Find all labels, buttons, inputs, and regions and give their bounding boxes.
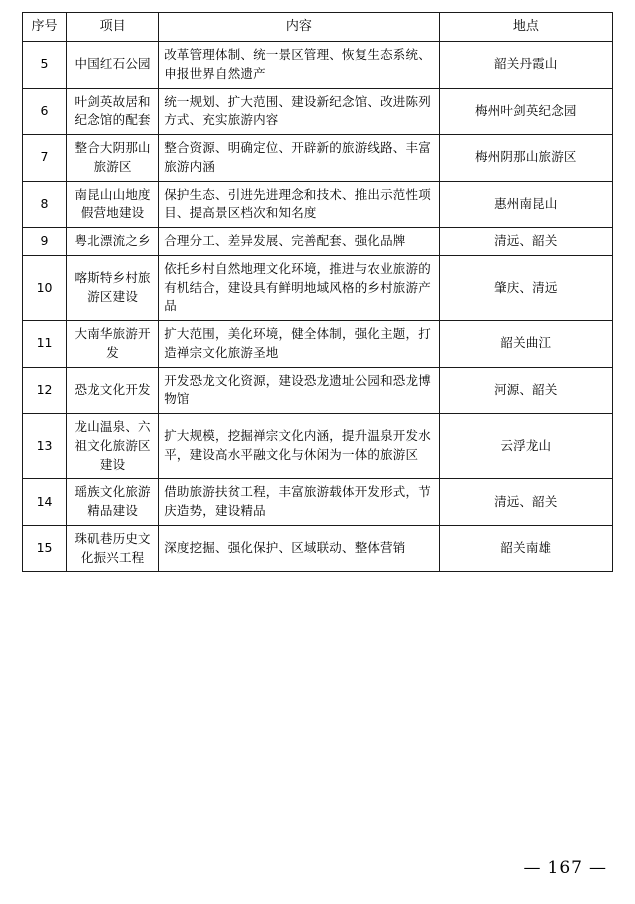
cell-place: 韶关丹霞山	[439, 42, 612, 89]
cell-seq: 5	[23, 42, 67, 89]
cell-content: 改革管理体制、统一景区管理、恢复生态系统、申报世界自然遗产	[159, 42, 439, 89]
cell-place: 惠州南昆山	[439, 181, 612, 228]
table-row	[23, 181, 613, 228]
cell-content: 开发恐龙文化资源，建设恐龙遗址公园和恐龙博物馆	[159, 367, 439, 414]
cell-place: 梅州阴那山旅游区	[439, 135, 612, 182]
cell-item: 南昆山山地度假营地建设	[67, 181, 159, 228]
table-row	[23, 228, 613, 256]
table-row	[23, 255, 613, 320]
cell-content: 保护生态、引进先进理念和技术、推出示范性项目、提高景区档次和知名度	[159, 181, 439, 228]
table-row	[23, 414, 613, 479]
column-header-place: 地点	[439, 13, 612, 42]
cell-seq: 9	[23, 228, 67, 256]
table-row	[23, 135, 613, 182]
cell-content: 统一规划、扩大范围、建设新纪念馆、改进陈列方式、充实旅游内容	[159, 88, 439, 135]
cell-content: 合理分工、差异发展、完善配套、强化品牌	[159, 228, 439, 256]
cell-seq: 12	[23, 367, 67, 414]
cell-content: 整合资源、明确定位、开辟新的旅游线路、丰富旅游内涵	[159, 135, 439, 182]
cell-item: 整合大阴那山旅游区	[67, 135, 159, 182]
footer-dash-right: —	[589, 858, 607, 878]
cell-content: 深度挖掘、强化保护、区域联动、整体营销	[159, 525, 439, 572]
cell-place: 云浮龙山	[439, 414, 612, 479]
page-number: 167	[547, 858, 583, 878]
cell-item: 珠矶巷历史文化振兴工程	[67, 525, 159, 572]
cell-seq: 10	[23, 255, 67, 320]
cell-content: 依托乡村自然地理文化环境，推进与农业旅游的有机结合，建设具有鲜明地域风格的乡村旅游产品	[159, 255, 439, 320]
table-header-row	[23, 13, 613, 42]
cell-item: 叶剑英故居和纪念馆的配套	[67, 88, 159, 135]
table-header	[23, 13, 613, 42]
cell-content: 扩大规模，挖掘禅宗文化内涵，提升温泉开发水平，建设高水平融文化与休闲为一体的旅游区	[159, 414, 439, 479]
cell-seq: 6	[23, 88, 67, 135]
cell-item: 恐龙文化开发	[67, 367, 159, 414]
cell-place: 梅州叶剑英纪念园	[439, 88, 612, 135]
cell-place: 清远、韶关	[439, 228, 612, 256]
cell-item: 龙山温泉、六祖文化旅游区建设	[67, 414, 159, 479]
table-body	[23, 42, 613, 572]
table-row	[23, 525, 613, 572]
table-row	[23, 42, 613, 89]
cell-content: 借助旅游扶贫工程，丰富旅游载体开发形式，节庆造势，建设精品	[159, 479, 439, 526]
cell-place: 河源、韶关	[439, 367, 612, 414]
cell-seq: 7	[23, 135, 67, 182]
cell-seq: 14	[23, 479, 67, 526]
column-header-seq: 序号	[23, 13, 67, 42]
cell-item: 中国红石公园	[67, 42, 159, 89]
cell-item: 瑶族文化旅游精品建设	[67, 479, 159, 526]
table-row	[23, 321, 613, 368]
table-row	[23, 367, 613, 414]
cell-seq: 13	[23, 414, 67, 479]
column-header-item: 项目	[67, 13, 159, 42]
cell-item: 喀斯特乡村旅游区建设	[67, 255, 159, 320]
cell-place: 肇庆、清远	[439, 255, 612, 320]
cell-place: 韶关曲江	[439, 321, 612, 368]
cell-seq: 8	[23, 181, 67, 228]
footer-dash-left: —	[523, 858, 542, 878]
cell-seq: 11	[23, 321, 67, 368]
cell-item: 粤北漂流之乡	[67, 228, 159, 256]
table-row	[23, 88, 613, 135]
cell-place: 韶关南雄	[439, 525, 612, 572]
page-footer	[524, 858, 607, 878]
cell-content: 扩大范围，美化环境，健全体制，强化主题，打造禅宗文化旅游圣地	[159, 321, 439, 368]
cell-seq: 15	[23, 525, 67, 572]
cell-item: 大南华旅游开发	[67, 321, 159, 368]
projects-table	[22, 12, 613, 572]
table-row	[23, 479, 613, 526]
column-header-content: 内容	[159, 13, 439, 42]
cell-place: 清远、韶关	[439, 479, 612, 526]
